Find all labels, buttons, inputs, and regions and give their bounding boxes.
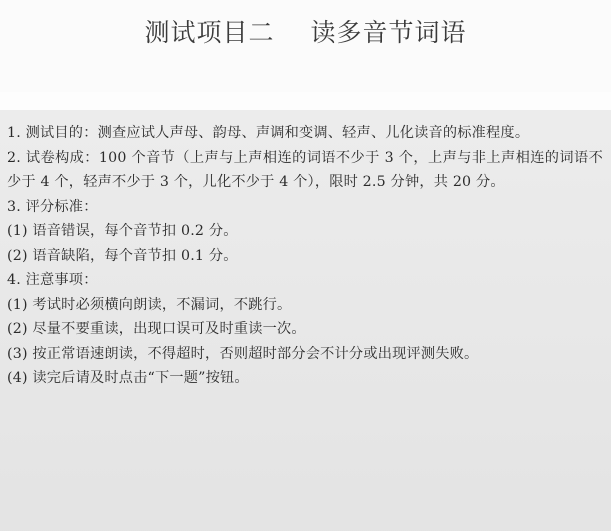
item-scoring-heading: 3. 评分标准： (7, 198, 98, 215)
note-avoid-rereading: (2) 尽量不要重读，出现口误可及时重读一次。 (7, 321, 306, 337)
scoring-rule-defect: (2) 语音缺陷，每个音节扣 0.1 分。 (7, 247, 238, 264)
note-click-next: (4) 读完后请及时点击“下一题”按钮。 (7, 370, 249, 386)
item-purpose: 1. 测试目的：测查应试人声母、韵母、声调和变调、轻声、儿化读音的标准程度。 (7, 125, 530, 141)
page-title (0, 13, 611, 49)
page-header (0, 0, 611, 92)
instructions-text (7, 121, 603, 391)
note-read-horizontally: (1) 考试时必须横向朗读，不漏词，不跳行。 (7, 296, 292, 313)
note-normal-speed: (3) 按正常语速朗读，不得超时，否则超时部分会不计分或出现评测失败。 (7, 345, 479, 362)
item-composition: 2. 试卷构成：100 个音节（上声与上声相连的词语不少于 3 个，上声与非上声相连的词语不少于 4 个，轻声不少于 3 个，儿化不少于 4 个），限时 2.5 分钟，共 20 分。 (7, 149, 603, 190)
title-part-2: 读多音节词语 (310, 18, 467, 47)
title-part-1: 测试项目二 (144, 18, 275, 47)
item-notes-heading: 4. 注意事项： (7, 272, 98, 288)
scoring-rule-error: (1) 语音错误，每个音节扣 0.2 分。 (7, 223, 238, 239)
